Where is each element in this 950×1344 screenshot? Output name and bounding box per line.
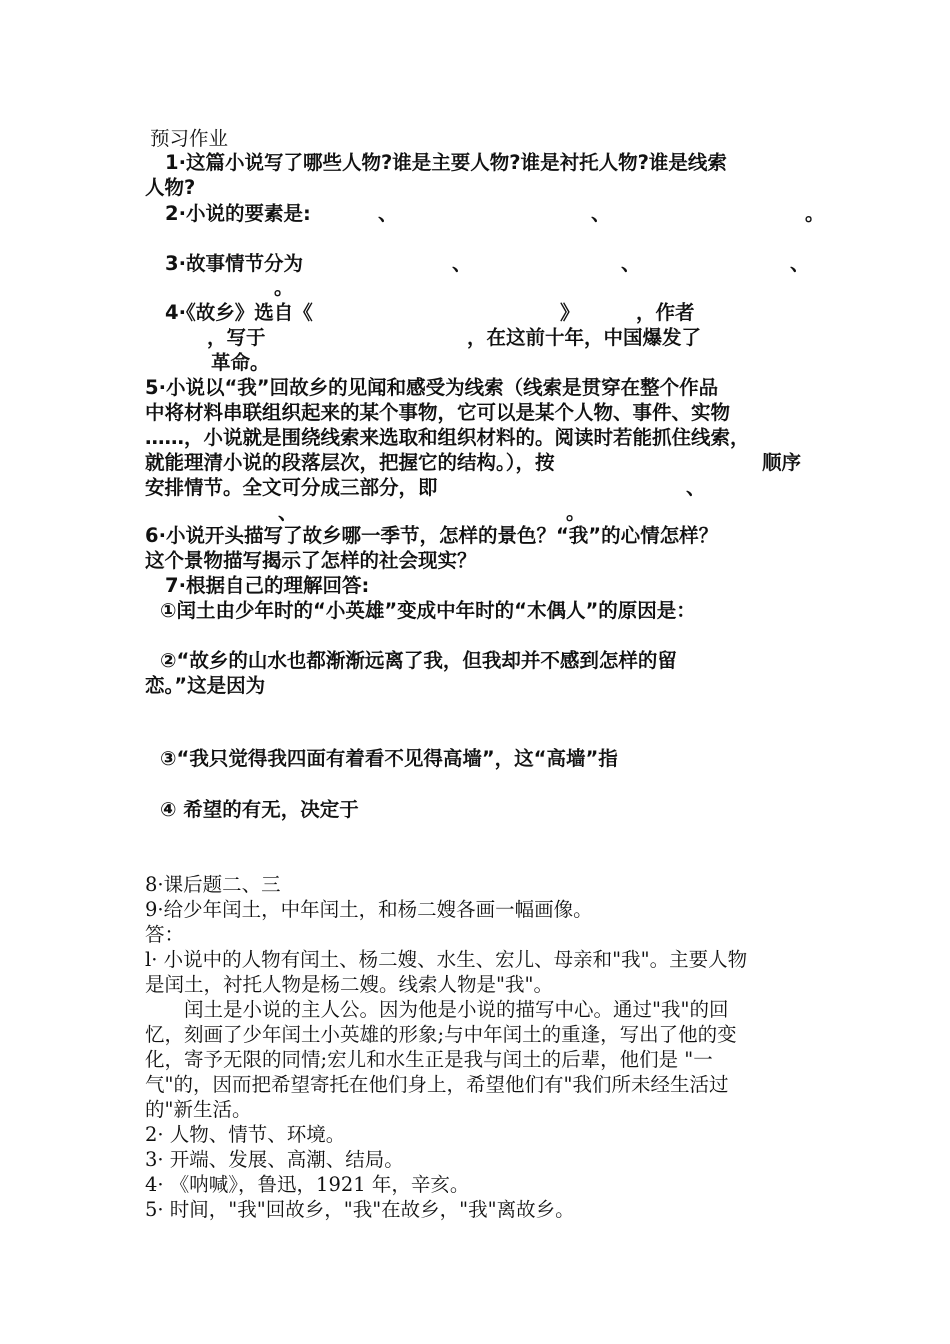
question-6-line-2: 这个景物描写揭示了怎样的社会现实？ — [145, 549, 477, 572]
answer-2: 2· 人物、情节、环境。 — [145, 1123, 346, 1146]
answer-paragraph-line-5: 的"新生活。 — [145, 1098, 252, 1121]
question-3-sep-3: 、 — [790, 252, 810, 275]
answers-label: 答： — [145, 923, 185, 946]
question-8: 8·课后题二、三 — [145, 873, 281, 896]
question-1-line-2: 人物? — [145, 176, 196, 199]
question-2-sep-2: 、 — [591, 202, 611, 225]
question-4-decade: ，在这前十年，中国爆发了 — [467, 326, 702, 349]
answer-1-line-2: 是闰土，衬托人物是杨二嫂。线索人物是"我"。 — [145, 973, 553, 996]
question-7-label: 7·根据自己的理解回答: — [165, 574, 370, 597]
answer-paragraph-line-4: 气"的，因而把希望寄托在他们身上，希望他们有"我们所未经生活过 — [145, 1073, 729, 1096]
question-4-written: ，写于 — [207, 326, 266, 349]
question-1-line-1: 1·这篇小说写了哪些人物?谁是主要人物?谁是衬托人物?谁是线索 — [165, 151, 727, 174]
question-4-close: 》 — [560, 301, 580, 324]
question-7-item-1: ①闰土由少年时的“小英雄”变成中年时的“木偶人”的原因是： — [160, 599, 696, 622]
question-5-line-4b: 顺序 — [762, 451, 802, 474]
question-3-sep-1: 、 — [452, 252, 472, 275]
question-4-revolution: 革命。 — [211, 351, 270, 374]
answer-paragraph-line-3: 化，寄予无限的同情;宏儿和水生正是我与闰土的后辈，他们是 "一 — [145, 1048, 713, 1071]
question-5-line-5b: 、 — [686, 476, 706, 499]
question-4-label: 4·《故乡》选自《 — [165, 301, 313, 324]
question-5-line-5a: 安排情节。全文可分成三部分，即 — [145, 476, 438, 499]
answer-3: 3· 开端、发展、高潮、结局。 — [145, 1148, 404, 1171]
question-7-item-2-line-2: 恋。”这是因为 — [145, 674, 266, 697]
question-5-line-6a: 、 — [278, 501, 298, 524]
question-5-line-6b: 。 — [566, 501, 586, 524]
question-7-item-2-line-1: ②“故乡的山水也都渐渐远离了我，但我却并不感到怎样的留 — [160, 649, 677, 672]
answer-5: 5· 时间，"我"回故乡，"我"在故乡，"我"离故乡。 — [145, 1198, 575, 1221]
question-9: 9·给少年闰土，中年闰土，和杨二嫂各画一幅画像。 — [145, 898, 593, 921]
answer-paragraph-line-2: 忆，刻画了少年闰土小英雄的形象;与中年闰土的重逢，写出了他的变 — [145, 1023, 737, 1046]
question-3-label: 3·故事情节分为 — [165, 252, 303, 275]
question-6-line-1: 6·小说开头描写了故乡哪一季节，怎样的景色？“我”的心情怎样？ — [145, 524, 719, 547]
question-2-label: 2·小说的要素是: — [165, 202, 311, 225]
question-4-author: ，作者 — [636, 301, 695, 324]
question-5-line-4a: 就能理清小说的段落层次，把握它的结构。），按 — [145, 451, 555, 474]
question-5-line-1: 5·小说以“我”回故乡的见闻和感受为线索（线索是贯穿在整个作品 — [145, 376, 719, 399]
question-5-line-2: 中将材料串联组织起来的某个事物，它可以是某个人物、事件、实物 — [145, 401, 731, 424]
answer-paragraph-line-1: 闰土是小说的主人公。因为他是小说的描写中心。通过"我"的回 — [184, 998, 729, 1021]
heading: 预习作业 — [150, 127, 229, 150]
question-2-sep-1: 、 — [378, 202, 398, 225]
answer-1-line-1: l· 小说中的人物有闰土、杨二嫂、水生、宏儿、母亲和"我"。主要人物 — [145, 948, 748, 971]
question-2-end: 。 — [805, 202, 825, 225]
question-3-sep-2: 、 — [621, 252, 641, 275]
question-3-end: 。 — [274, 276, 294, 299]
question-5-line-3: ……，小说就是围绕线索来选取和组织材料的。阅读时若能抓住线索， — [145, 426, 750, 449]
answer-4: 4· 《呐喊》，鲁迅，1921 年，辛亥。 — [145, 1173, 470, 1196]
question-7-item-4: ④ 希望的有无，决定于 — [160, 798, 359, 821]
question-7-item-3: ③“我只觉得我四面有着看不见得高墙”，这“高墙”指 — [160, 747, 618, 770]
